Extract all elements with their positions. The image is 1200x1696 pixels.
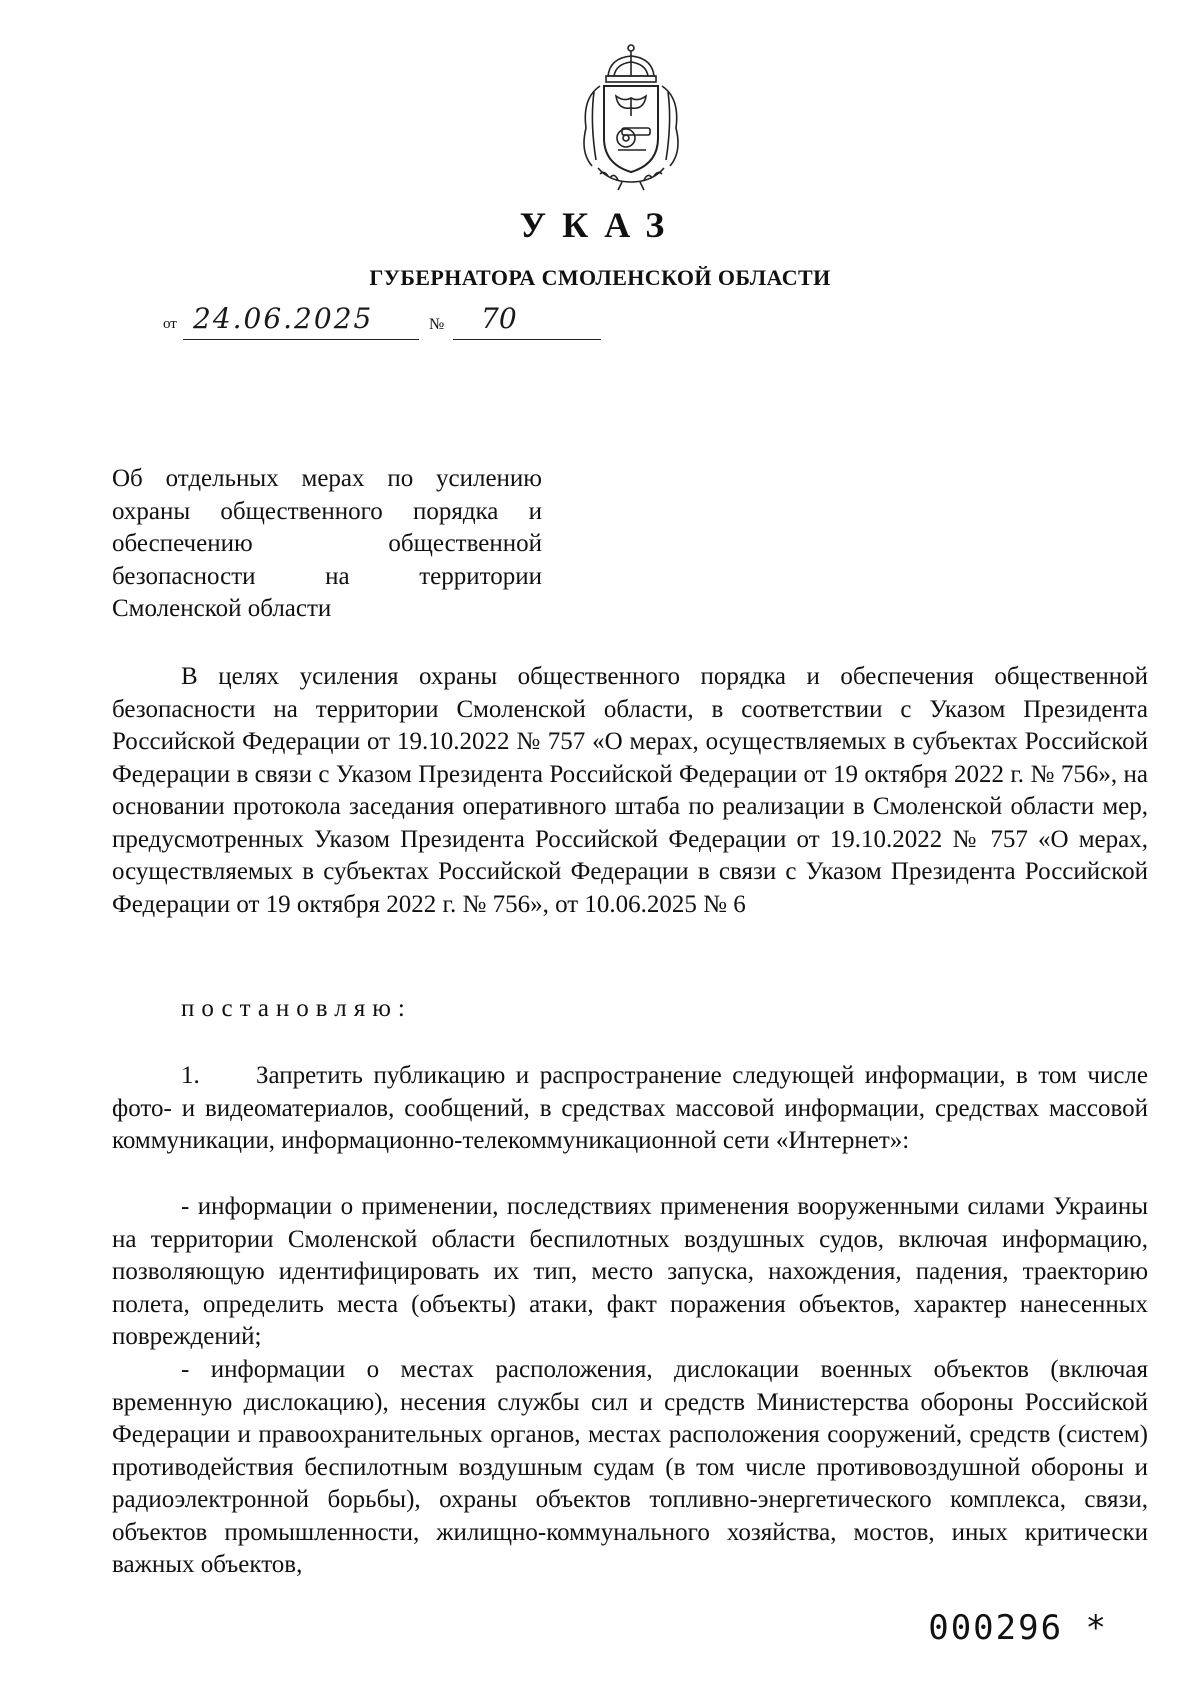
decree-word: постановляю: bbox=[181, 995, 412, 1022]
number-underline bbox=[453, 339, 601, 340]
preamble-paragraph: В целях усиления охраны общественного порядка и обеспечения общественной безопасности на территории Смоленской области, в соответствии с Указом Президента Российской Федерации от 19.10.2022 № 757 «О мерах, осуществляемых в субъектах Российской Федерации в связи с Указом Президента Российской Федерации от 19 октября 2022 г. № 756», на основании протокола заседания оперативного штаба по реализации в Смоленской области мер, предусмотренных Указом Президента Российской Федерации от 19.10.2022 № 757 «О мерах, осуществляемых в субъектах Российской Федерации в связи с Указом Президента Российской Федерации от 19 октября 2022 г. № 756», от 10.06.2025 № 6 bbox=[112, 663, 1148, 918]
item-1 bbox=[112, 1060, 1148, 1158]
item-1-number: 1. bbox=[181, 1062, 200, 1089]
document-title: УКАЗ bbox=[519, 205, 681, 245]
smolensk-coat-of-arms-icon bbox=[570, 42, 692, 192]
item-1-text: Запретить публикацию и распространение следующей информации, в том числе фото- и видеоматериалов, сообщений, в средствах массовой информации, средствах массовой коммуникации, информационно-телекоммуникационной сети «Интернет»: bbox=[112, 1062, 1148, 1154]
handwritten-date: 24.06.2025 bbox=[193, 302, 374, 335]
date-number-row bbox=[163, 302, 623, 342]
document-subtitle: ГУБЕРНАТОРА СМОЛЕНСКОЙ ОБЛАСТИ bbox=[369, 265, 831, 290]
date-label: от bbox=[163, 316, 177, 332]
item-1-subitem: - информации о применении, последствиях применения вооруженными силами Украины на территории Смоленской области беспилотных воздушных судов, включая информацию, позволяющую идентифицировать их тип, место запуска, нахождения, падения, траекторию полета, определить места (объекты) атаки, факт поражения объектов, характер нанесенных повреждений; bbox=[112, 1193, 1148, 1350]
item-1-subitem: - информации о местах расположения, дислокации военных объектов (включая временную дислокацию), несения службы сил и средств Министерства обороны Российской Федерации и правоохранительных органов, местах расположения сооружений, средств (систем) противодействия беспилотным воздушным судам (в том числе противовоздушной обороны и радиоэлектронной борьбы), охраны объектов топливно-энергетического комплекса, связи, объектов промышленности, жилищно-коммунального хозяйства, мостов, иных критически важных объектов, bbox=[112, 1356, 1148, 1578]
number-label: № bbox=[429, 316, 445, 333]
handwritten-number: 70 bbox=[481, 302, 517, 335]
decree-heading: Об отдельных мерах по усилению охраны общественного порядка и обеспечению общественной безопасности на территории Смоленской области bbox=[112, 465, 542, 622]
serial-number: 000296 * bbox=[928, 1608, 1108, 1648]
date-underline bbox=[183, 339, 419, 340]
